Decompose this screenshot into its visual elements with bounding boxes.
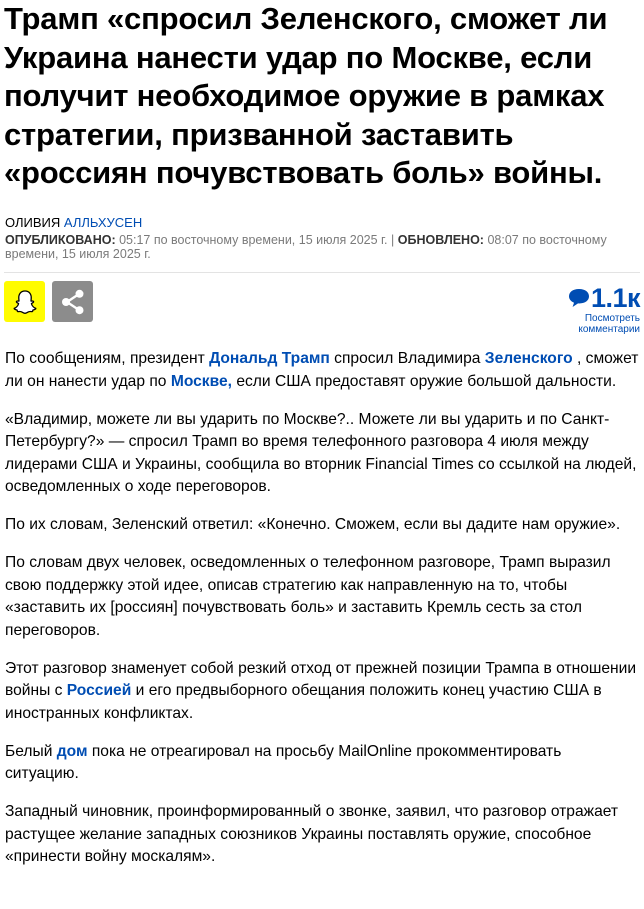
- headline: [4, 0, 640, 193]
- link-white-house[interactable]: дом: [56, 742, 88, 760]
- comments-link[interactable]: [567, 283, 640, 335]
- text-span: пока не отреагировал на просьбу MailOnline прокомментировать ситуацию.: [5, 742, 562, 782]
- link-russia[interactable]: Россией: [66, 682, 132, 699]
- author-first-name: ОЛИВИЯ: [5, 215, 61, 230]
- text-span: спросил Владимира: [329, 350, 485, 367]
- paragraph: [5, 741, 639, 786]
- headline-line: Украина нанести удар по Москве, если: [4, 39, 593, 75]
- link-zelensky[interactable]: Зеленского: [484, 350, 573, 367]
- author-byline: [5, 215, 142, 231]
- publish-dates: [5, 233, 635, 261]
- headline-line: Трамп «спросил Зеленского, сможет ли: [4, 1, 608, 36]
- headline-line: получит необходимое оружие в рамках: [4, 78, 605, 113]
- text-span: и его предвыборного обещания положить конец участию США в иностранных конфликтах.: [5, 682, 602, 722]
- text-span: , сможет ли он нанести удар по: [5, 350, 639, 390]
- share-icon: [59, 288, 87, 316]
- view-comments-line1: Посмотреть: [584, 313, 640, 324]
- paragraph: По их словам, Зеленский ответил: «Конечно. Сможем, если вы дадите нам оружие».: [5, 516, 621, 533]
- updated-label: ОБНОВЛЕНО:: [397, 233, 484, 247]
- paragraph: [5, 348, 639, 393]
- author-last-name-link[interactable]: АЛЛЬХУСЕН: [63, 215, 143, 230]
- headline-line: «россиян почувствовать боль» войны.: [4, 155, 603, 190]
- text-span: По сообщениям, президент: [5, 350, 210, 367]
- link-moscow[interactable]: Москве,: [170, 372, 232, 390]
- speech-bubble-icon: [567, 287, 591, 309]
- snapchat-share-button[interactable]: [4, 281, 45, 322]
- comments-count-row: [567, 283, 640, 313]
- paragraph: По словам двух человек, осведомленных о телефонном разговоре, Трамп выразил свою поддержку этой идее, описав стратегию как направленную на то, чтобы «заставить их [россиян] почувствовать боль» и заставить Кремль сесть за стол переговоров.: [5, 554, 611, 639]
- view-comments-label: [567, 313, 640, 335]
- published-value: 05:17 по восточному времени, 15 июля 2025 г.: [119, 233, 388, 247]
- date-separator: |: [391, 233, 395, 247]
- link-donald-trump[interactable]: Дональд Трамп: [209, 350, 330, 367]
- divider: [4, 272, 640, 273]
- view-comments-line2: комментарии: [578, 324, 640, 335]
- paragraph: «Владимир, можете ли вы ударить по Москве?.. Можете ли вы ударить и по Санкт-Петербургу?» — спросил Трамп во время телефонного разговора 4 июля между лидерами США и Украины, сообщила во вторник Financial Times со ссылкой на людей, осведомленных о ходе переговоров.: [5, 410, 637, 495]
- share-button[interactable]: [52, 281, 93, 322]
- snapchat-ghost-icon: [11, 288, 39, 316]
- published-label: ОПУБЛИКОВАНО:: [5, 233, 116, 247]
- article-body: [5, 348, 639, 884]
- text-span: Этот разговор знаменует собой резкий отход от прежней позиции Трампа в отношении войны с: [5, 659, 637, 699]
- paragraph: [5, 658, 639, 726]
- updated-value: 08:07 по восточному времени, 15 июля 2025 г.: [5, 233, 607, 261]
- paragraph: Западный чиновник, проинформированный о звонке, заявил, что разговор отражает растущее желание западных союзников Украины поставлять оружие, способное «принести войну москалям».: [5, 803, 619, 865]
- text-span: Белый: [5, 742, 57, 760]
- headline-line: стратегии, призванной заставить: [4, 116, 514, 152]
- comments-count: 1.1к: [590, 283, 640, 313]
- text-span: если США предоставят оружие большой дальности.: [232, 372, 617, 390]
